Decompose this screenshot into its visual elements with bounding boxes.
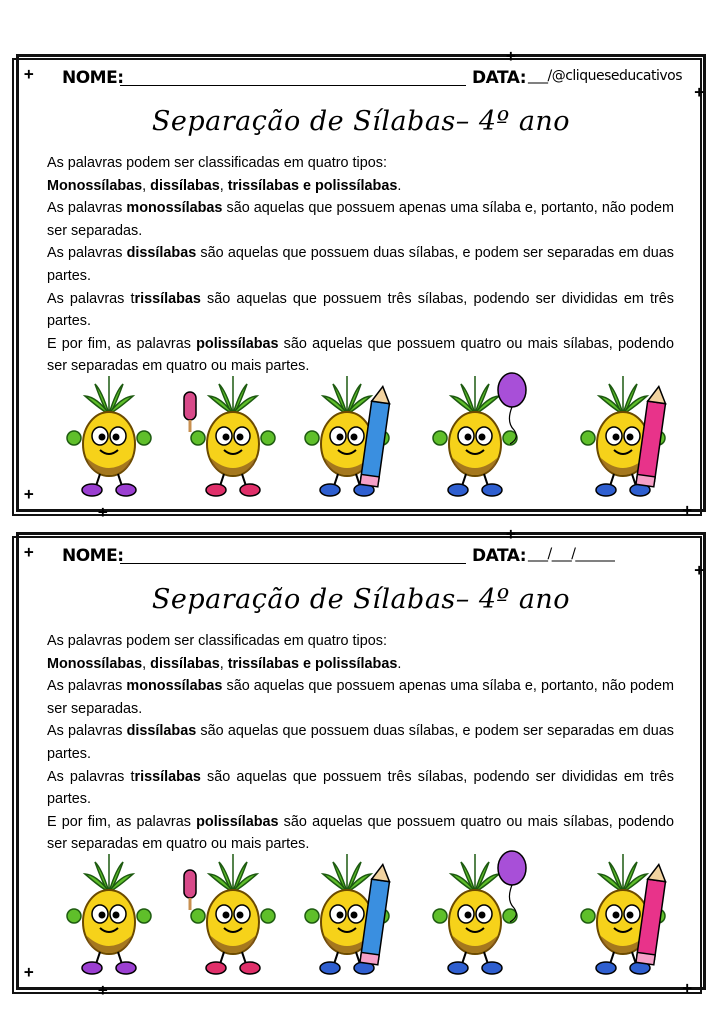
pineapple-mascot-icon xyxy=(420,850,530,980)
paragraph-dissilabas: As palavras dissílabas são aquelas que possuem duas sílabas, e podem ser separadas em duas partes. xyxy=(47,723,675,762)
worksheet-title: Separação de Sílabas– 4º ano xyxy=(151,584,571,615)
frame-tick: + xyxy=(24,64,34,83)
paragraph-monossilabas: As palavras monossílabas são aquelas que possuem apenas uma sílaba e, portanto, não podem ser separadas. xyxy=(47,678,674,717)
pineapple-mascot-icon xyxy=(292,372,402,502)
frame-tick: + xyxy=(506,46,516,65)
data-field[interactable]: ___/___/______ xyxy=(528,546,615,562)
frame-tick: + xyxy=(506,524,516,543)
pineapple-mascot-icon xyxy=(54,372,164,502)
intro-line: As palavras podem ser classificadas em quatro tipos: xyxy=(47,155,387,171)
pineapple-mascot-icon xyxy=(292,850,402,980)
frame-tick: + xyxy=(98,502,108,521)
data-label: DATA: xyxy=(472,68,526,88)
pineapple-mascot-icon xyxy=(568,850,678,980)
pineapple-mascot-icon xyxy=(54,850,164,980)
paragraph-trissilabas: As palavras trissílabas são aquelas que possuem três sílabas, podendo ser divididas em três partes. xyxy=(47,290,674,330)
frame-tick: + xyxy=(24,962,34,981)
nome-field-line[interactable] xyxy=(120,563,466,564)
header-row xyxy=(62,544,666,566)
worksheet-card-1 xyxy=(16,46,706,521)
data-label: DATA: xyxy=(472,546,526,566)
pineapple-mascot-icon xyxy=(568,372,678,502)
frame-tick: + xyxy=(682,978,692,997)
types-line: Monossílabas, dissílabas, trissílabas e polissílabas. xyxy=(47,655,402,672)
explanation-text xyxy=(47,152,674,378)
frame-tick: + xyxy=(24,484,34,503)
header-row xyxy=(62,66,683,88)
frame-tick: + xyxy=(682,500,692,519)
pineapple-mascot-icon xyxy=(178,850,288,980)
explanation-text xyxy=(47,630,674,856)
frame-tick: + xyxy=(24,542,34,561)
paragraph-polissilabas: E por fim, as palavras polissílabas são aquelas que possuem quatro ou mais sílabas, podendo ser separadas em quatro ou mais partes. xyxy=(47,335,674,375)
worksheet-card-2 xyxy=(16,524,706,999)
nome-label: NOME: xyxy=(62,68,124,88)
pineapple-mascot-icon xyxy=(178,372,288,502)
nome-field-line[interactable] xyxy=(120,85,466,86)
frame-tick: + xyxy=(98,980,108,999)
paragraph-dissilabas: As palavras dissílabas são aquelas que possuem duas sílabas, e podem ser separadas em duas partes. xyxy=(47,245,675,284)
data-field[interactable]: ___/@cliqueseducativos xyxy=(528,68,683,84)
pineapple-mascot-icon xyxy=(420,372,530,502)
intro-line: As palavras podem ser classificadas em quatro tipos: xyxy=(47,633,387,649)
types-line: Monossílabas, dissílabas, trissílabas e polissílabas. xyxy=(47,177,402,194)
worksheet-title: Separação de Sílabas– 4º ano xyxy=(151,106,571,137)
frame-tick: + xyxy=(694,82,704,101)
frame-tick: + xyxy=(694,560,704,579)
paragraph-trissilabas: As palavras trissílabas são aquelas que possuem três sílabas, podendo ser divididas em três partes. xyxy=(47,768,674,808)
paragraph-polissilabas: E por fim, as palavras polissílabas são aquelas que possuem quatro ou mais sílabas, podendo ser separadas em quatro ou mais partes. xyxy=(47,813,674,853)
nome-label: NOME: xyxy=(62,546,124,566)
paragraph-monossilabas: As palavras monossílabas são aquelas que possuem apenas uma sílaba e, portanto, não podem ser separadas. xyxy=(47,200,674,239)
